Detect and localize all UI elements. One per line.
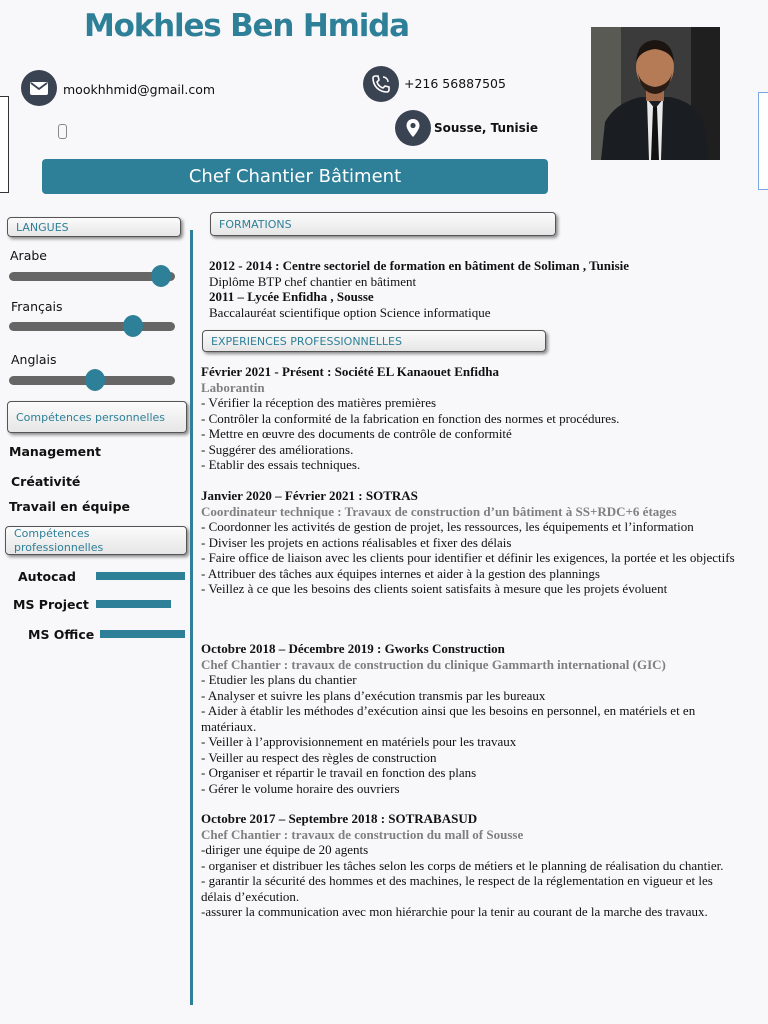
pro-skill-label-autocad: Autocad bbox=[18, 569, 76, 584]
experience-item: - Etudier les plans du chantier bbox=[201, 672, 357, 687]
experience-item: - Vérifier la réception des matières premières bbox=[201, 395, 437, 410]
pro-skill-bar-autocad bbox=[96, 572, 185, 580]
personal-skill-item: Créativité bbox=[11, 474, 81, 489]
section-divider-line bbox=[190, 230, 193, 1005]
phone-text[interactable]: +216 56887505 bbox=[404, 76, 506, 91]
language-level-knob-anglais bbox=[85, 369, 105, 391]
job-title-banner: Chef Chantier Bâtiment bbox=[42, 159, 548, 194]
formations-list bbox=[209, 258, 629, 320]
experience-item: - Analyser et suivre les plans d’exécution transmis par les bureaux bbox=[201, 687, 546, 703]
envelope-icon bbox=[21, 70, 57, 106]
pro-skill-bar-msproject bbox=[96, 600, 171, 608]
language-level-track-francais bbox=[9, 322, 175, 331]
experience-item: - Attribuer des tâches aux équipes internes et aider à la gestion des plannings bbox=[201, 565, 600, 581]
location-pin-icon bbox=[395, 110, 431, 146]
experience-header: Février 2021 - Présent : Société EL Kanaouet Enfidha bbox=[201, 364, 500, 379]
experience-block bbox=[201, 811, 741, 920]
personal-skill-item: Management bbox=[9, 444, 102, 459]
experience-item: - Aider à établir les méthodes d’exécution ainsi que les besoins en personnel, en matériels et en matériaux. bbox=[201, 703, 696, 734]
profile-photo bbox=[591, 27, 720, 160]
experience-role: Laborantin bbox=[201, 379, 265, 395]
experience-item: - organiser et distribuer les tâches selon les corps de métiers et le planning de réalisation du chantier. bbox=[201, 857, 724, 873]
experience-header: Octobre 2017 – Septembre 2018 : SOTRABASUD bbox=[201, 811, 478, 826]
phone-icon bbox=[363, 66, 399, 102]
experience-item: - Veiller à l’approvisionnement en matériels pour les travaux bbox=[201, 734, 517, 749]
email-text[interactable]: mookhhmid@gmail.com bbox=[63, 82, 216, 97]
pro-skill-label-msoffice: MS Office bbox=[28, 627, 95, 642]
experience-item: -assurer la communication avec mon hiérarchie pour la tenir au courant de la marche des travaux. bbox=[201, 904, 708, 919]
experience-item: - Organiser et répartir le travail en fonction des plans bbox=[201, 765, 477, 780]
language-level-knob-arabe bbox=[151, 265, 171, 287]
personal-skills-heading: Compétences personnelles bbox=[7, 401, 187, 433]
formation-detail: Diplôme BTP chef chantier en bâtiment bbox=[209, 273, 417, 289]
formation-title: 2012 - 2014 : Centre sectoriel de formation en bâtiment de Soliman , Tunisie bbox=[209, 258, 630, 273]
experience-role: Chef Chantier : travaux de construction du mall of Sousse bbox=[201, 826, 524, 842]
experience-item: - Coordonner les activités de gestion de projet, les ressources, les équipements et l’information bbox=[201, 519, 694, 534]
experience-item: - Suggérer des améliorations. bbox=[201, 441, 354, 457]
experience-role: Coordinateur technique : Travaux de construction d’un bâtiment à SS+RDC+6 étages bbox=[201, 503, 677, 519]
experience-item: - Veillez à ce que les besoins des clients soient satisfaits à mesure que les projets évoluent bbox=[201, 581, 668, 596]
experiences-heading: EXPERIENCES PROFESSIONNELLES bbox=[202, 330, 546, 352]
personal-skill-item: Travail en équipe bbox=[9, 499, 131, 514]
experience-item: - Etablir des essais techniques. bbox=[201, 457, 361, 472]
language-label-arabe: Arabe bbox=[10, 248, 47, 263]
experience-block bbox=[201, 488, 741, 597]
experience-item: - Gérer le volume horaire des ouvriers bbox=[201, 780, 400, 796]
experience-item: - Mettre en œuvre des documents de contrôle de conformité bbox=[201, 426, 512, 441]
experience-block bbox=[201, 364, 741, 473]
experience-item: - Contrôler la conformité de la fabrication en fonction des normes et procédures. bbox=[201, 410, 620, 426]
language-label-anglais: Anglais bbox=[11, 352, 57, 367]
experience-role: Chef Chantier : travaux de construction du clinique Gammarth international (GIC) bbox=[201, 656, 666, 672]
experience-item: - Diviser les projets en actions réalisables et fixer des délais bbox=[201, 534, 512, 550]
pro-skill-bar-msoffice bbox=[100, 630, 185, 638]
langues-heading: LANGUES bbox=[7, 217, 181, 237]
candidate-name: Mokhles Ben Hmida bbox=[84, 8, 409, 44]
experience-header: Octobre 2018 – Décembre 2019 : Gworks Construction bbox=[201, 641, 505, 656]
right-edge-frame bbox=[758, 92, 768, 190]
experience-item: - Faire office de liaison avec les clients pour identifier et définir les exigences, la portée et les objectifs bbox=[201, 550, 735, 565]
experience-item: - Veiller au respect des règles de construction bbox=[201, 749, 437, 765]
language-level-knob-francais bbox=[123, 315, 143, 337]
formation-title: 2011 – Lycée Enfidha , Sousse bbox=[209, 289, 374, 304]
language-label-francais: Français bbox=[11, 299, 63, 314]
experience-header: Janvier 2020 – Février 2021 : SOTRAS bbox=[201, 488, 418, 503]
location-text: Sousse, Tunisie bbox=[434, 121, 539, 135]
formations-heading: FORMATIONS bbox=[210, 212, 556, 236]
experience-block bbox=[201, 641, 741, 796]
small-figure-icon bbox=[58, 124, 67, 139]
pro-skills-heading: Compétences professionnelles bbox=[5, 526, 187, 555]
pro-skill-label-msproject: MS Project bbox=[13, 597, 89, 612]
left-edge-frame bbox=[0, 96, 9, 193]
experience-item: - garantir la sécurité des hommes et des machines, le respect de la réglementation en vigueur et les délais d’exécution. bbox=[201, 873, 713, 904]
formation-detail: Baccalauréat scientifique option Science informatique bbox=[209, 304, 491, 320]
experience-item: -diriger une équipe de 20 agents bbox=[201, 842, 369, 857]
